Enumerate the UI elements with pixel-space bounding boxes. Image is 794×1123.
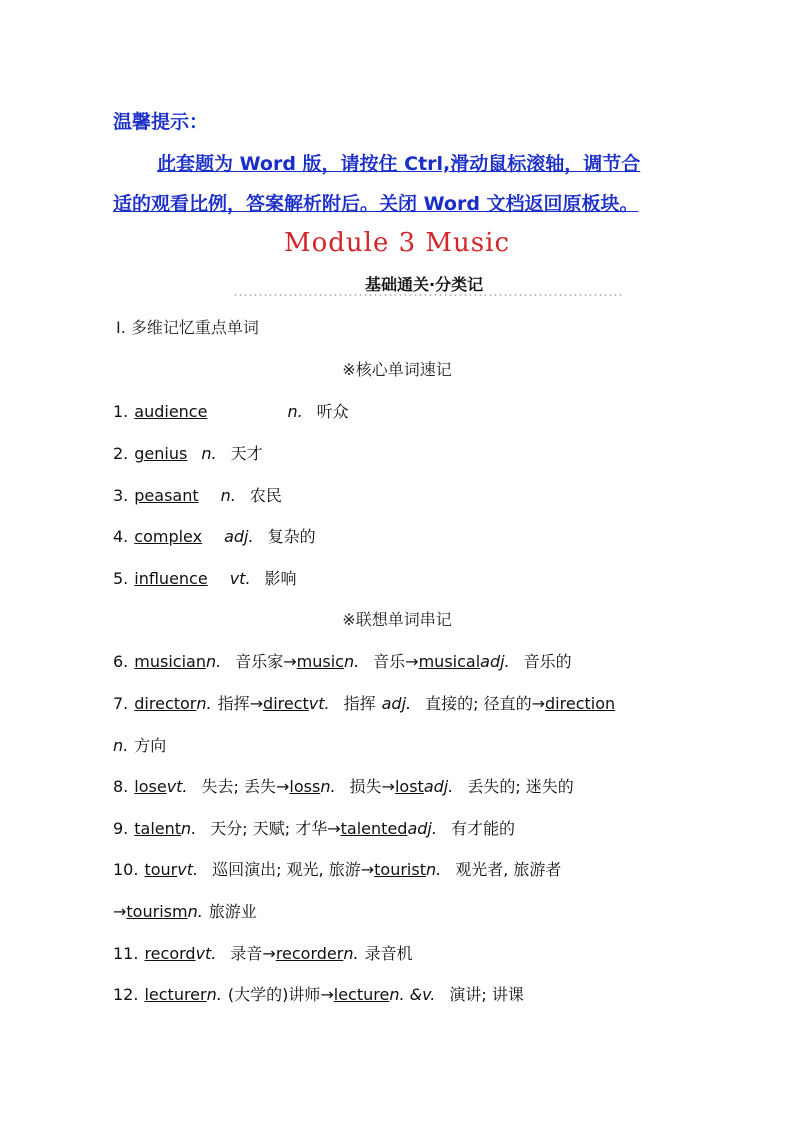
vocab-word: lose: [134, 777, 167, 796]
vocab-word: music: [296, 652, 344, 671]
vocab-word: record: [144, 944, 196, 963]
assoc-word-row: 12. lecturern. (大学的)讲师→lecturen. &v. 演讲; 讲课: [113, 985, 524, 1004]
assoc-word-row-cont: n. 方向: [113, 736, 167, 755]
assoc-word-row: 7. directorn. 指挥→directvt. 指挥 adj. 直接的; 径直的→direction: [113, 694, 616, 713]
vocab-word: musical: [418, 652, 481, 671]
vocab-word: audience: [134, 402, 208, 421]
vocab-word: musician: [134, 652, 206, 671]
assoc-word-row: 6. musiciann. 音乐家→musicn. 音乐→musicaladj. 音乐的: [113, 652, 572, 671]
core-word-row: 4. complex adj. 复杂的: [113, 527, 316, 546]
assoc-words-subheading: ※联想单词串记: [342, 610, 452, 629]
vocab-word: lecture: [333, 985, 390, 1004]
vocab-word: direction: [545, 694, 616, 713]
vocab-word: tourism: [126, 902, 188, 921]
vocab-word: peasant: [134, 486, 199, 505]
vocab-word: direct: [263, 694, 309, 713]
vocab-word: talented: [340, 819, 408, 838]
core-word-row: 2. genius n. 天才: [113, 444, 263, 463]
dotted-divider: [233, 294, 623, 296]
vocab-word: genius: [134, 444, 188, 463]
vocab-word: loss: [289, 777, 321, 796]
assoc-word-row: 9. talentn. 天分; 天赋; 才华→talentedadj. 有才能的: [113, 819, 515, 838]
module-title: Module 3 Music: [283, 228, 511, 258]
core-word-row: 1. audience n. 听众: [113, 402, 349, 421]
core-word-row: 3. peasant n. 农民: [113, 486, 282, 505]
vocab-word: complex: [134, 527, 203, 546]
assoc-word-row: 11. recordvt. 录音→recordern. 录音机: [113, 944, 413, 963]
core-words-subheading: ※核心单词速记: [342, 360, 452, 379]
vocab-word: tour: [144, 860, 178, 879]
vocab-heading: Ⅰ. 多维记忆重点单词: [116, 318, 259, 337]
vocab-word: tourist: [374, 860, 426, 879]
assoc-word-row: 10. tourvt. 巡回演出; 观光, 旅游→touristn. 观光者, 旅游者: [113, 860, 562, 879]
section-title: 基础通关·分类记: [365, 275, 484, 294]
vocab-word: recorder: [275, 944, 344, 963]
core-word-row: 5. influence vt. 影响: [113, 569, 297, 588]
tip-line-2: 适的观看比例，答案解析附后。关闭 Word 文档返回原板块。: [113, 193, 639, 215]
vocab-word: influence: [134, 569, 208, 588]
assoc-word-row-cont: →tourismn. 旅游业: [113, 902, 257, 921]
assoc-word-row: 8. losevt. 失去; 丢失→lossn. 损失→lostadj. 丢失的; 迷失的: [113, 777, 574, 796]
vocab-word: director: [134, 694, 197, 713]
tip-title: 温馨提示：: [113, 111, 209, 133]
vocab-word: lecturer: [144, 985, 207, 1004]
tip-line-1: 此套题为 Word 版，请按住 Ctrl,滑动鼠标滚轴，调节合: [157, 153, 641, 175]
vocab-word: talent: [134, 819, 182, 838]
vocab-word: lost: [394, 777, 424, 796]
